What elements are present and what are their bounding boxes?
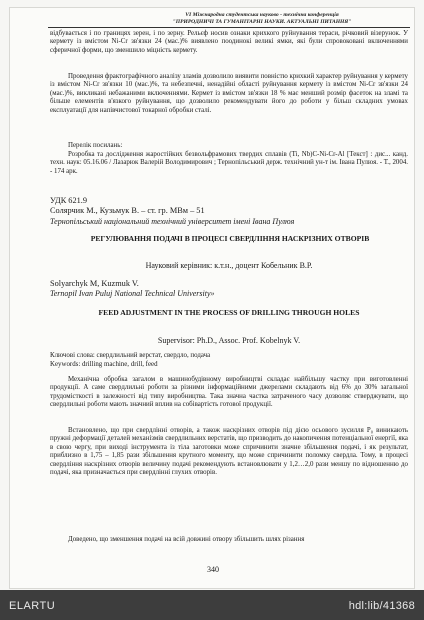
affiliation-ua: Тернопільський національний технічний університет імені Івана Пулюя <box>50 217 295 226</box>
handle-identifier[interactable]: hdl:lib/41368 <box>348 600 415 612</box>
reference-item: Розробка та дослідження жаростійких безвольфрамових твердих сплавів (Ti, Nb)C-Ni-Cr-Al [Текст] : дис... канд. техн. наук: 05.16.06 / Лазарюк Валерій Володимирович ; Тернопільський держ. технічний ун-т ім. Івана Пулюя. - Т., 2004. - 174 арк. <box>50 151 408 175</box>
supervisor-ua: Науковий керівник: к.т.н., доцент Кобельник В.Р. <box>145 261 313 270</box>
analysis-paragraph: Проведення фрактографічного аналізу зламів дозволило виявити повністю крихкий характер руйнування у кермету із вмістом Ni-Cr зв'язки 10 (мас.)%, та небезпечні, ненадійні області руйнування кермету із вмістом Ni-Cr зв'язки 24 (мас.)%, викликані небажаними включеннями. Кермет із вмістом зв'язки 18 % має менший розмір фасеток на зламі та більше елементів в'язкого руйнування, що дозволило рекомендувати його до роботи у більш складних умовах експлуатації для напівчистової токарної обробки сталі. <box>50 73 408 114</box>
keywords-en: Keywords: drilling machine, drill, feed <box>50 361 158 368</box>
conference-header-line2: "ПРИРОДНИЧІ ТА ГУМАНІТАРНІ НАУКИ. АКТУАЛЬНІ ПИТАННЯ" <box>172 19 352 25</box>
conference-header <box>122 12 402 26</box>
authors-ua: Солярчик М., Кузьмук В. – ст. гр. МВм – 51 <box>50 206 205 215</box>
header-rule <box>48 27 410 28</box>
references-title: Перелік посилань: <box>68 142 123 149</box>
authors-en: Solyarchyk M, Kuzmuk V. <box>50 279 139 288</box>
keywords-ua: Ключові слова: свердлильний верстат, свердло, подача <box>50 352 211 359</box>
title-ua: РЕГУЛЮВАННЯ ПОДАЧІ В ПРОЦЕСІ СВЕРДЛІННЯ НАСКРІЗНИХ ОТВОРІВ <box>90 234 370 243</box>
body-paragraph-1: Механічна обробка загалом в машинобудівному виробництві складає найбільшу частку при виготовленні продукції. А саме свердлильні роботи за різними інформаційними джерелами складають від 6% до 30% загальної трудомісткості в залежності від типу виробництва. Така значна частка затраченого часу дозволяє стверджувати, що свердлильні роботи мають значний вплив на собівартість готової продукції. <box>50 376 408 409</box>
title-en: FEED ADJUSTMENT IN THE PROCESS OF DRILLING THROUGH HOLES <box>98 308 360 317</box>
repository-name[interactable]: ELARTU <box>9 600 56 612</box>
udc-code: УДК 621.9 <box>50 196 87 205</box>
intro-paragraph: відбувається і по границях зерен, і по зерну. Рельєф носив ознаки крихкого руйнування тераси, річковий візерунок. У кермету із вмістом Ni-Cr зв'язки 24 (мас.)% виявлено поодинокі великі ямки, які були спровоковані включеннями сферичної форми, що зменшило міцність кермету. <box>50 30 408 54</box>
supervisor-en: Supervisor: Ph.D., Assoc. Prof. Kobelnyk V. <box>157 336 301 345</box>
body-paragraph-2: Встановлено, що при свердлінні отворів, а також наскрізних отворів під дією осьового зусилля Р₀ виникають пружні деформації деталей механізмів свердлильних верстатів, що призводить до накопичення потенціальної енергії, яка в свою чергу, при виході інструмента із тіла заготовки може спричинити значне збільшення подачі, і як результат, приблизно в 1,75 – 1,85 рази збільшення крутного моменту, що може спричинити поломку свердла. Тому, в процесі свердління наскрізних отворів величину подачі рекомендують встановлювати у 1,2…2,0 рази меншу по відношенню до подачі, яка призначається при свердлінні глухих отворів. <box>50 427 408 477</box>
page-number: 340 <box>207 565 219 574</box>
conference-header-line1: VI Міжнародна студентська науково - технічна конференція <box>185 12 339 18</box>
document-page <box>9 7 415 589</box>
repository-footer <box>0 590 424 620</box>
body-paragraph-3: Доведено, що зменшення подачі на всій довжині отвору збільшить шлях різання <box>68 536 305 543</box>
affiliation-en: Ternopil Ivan Puluj National Technical University» <box>50 289 215 298</box>
